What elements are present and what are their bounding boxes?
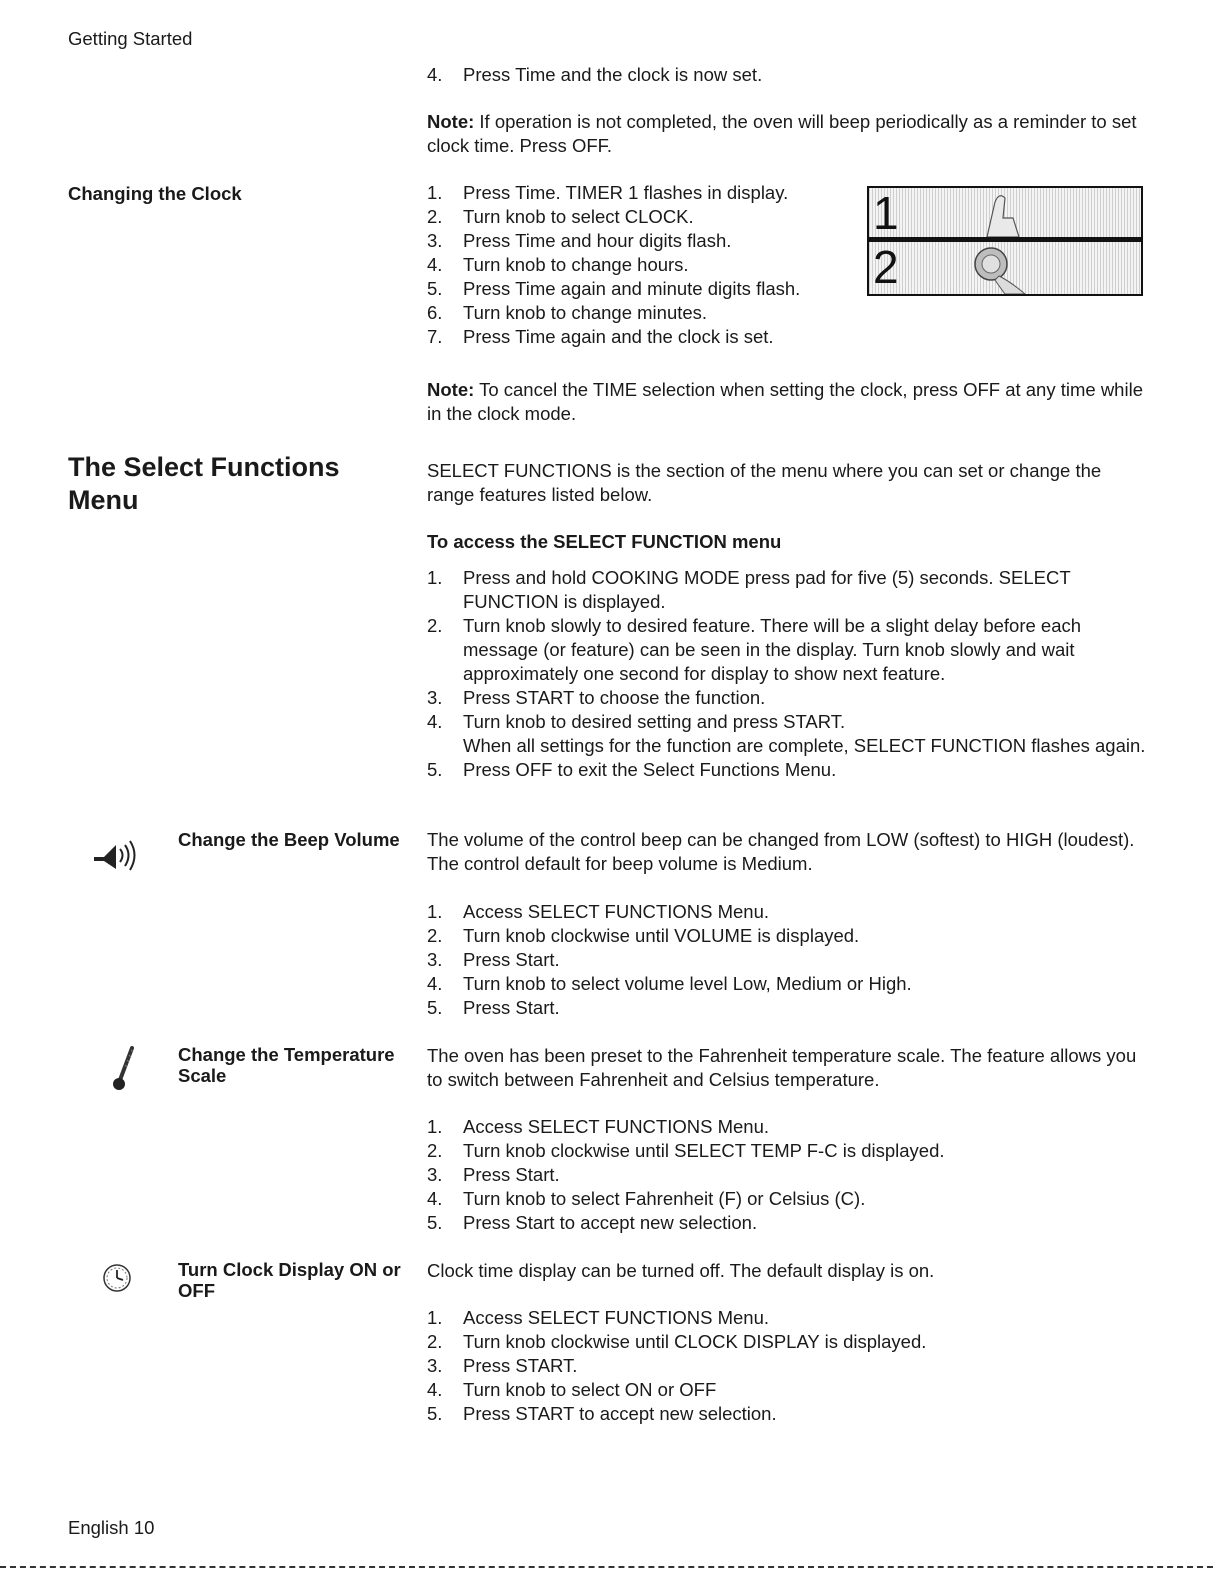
knob-icon — [969, 242, 1039, 294]
step-number: 1. — [427, 1307, 443, 1328]
step-text: Press Start. — [463, 1164, 560, 1185]
clock-note-paragraph — [427, 378, 1147, 426]
step-number: 4. — [427, 973, 443, 994]
step-text: Press Time again and minute digits flash. — [463, 278, 801, 299]
step-text: Turn knob to change minutes. — [463, 302, 708, 323]
step-text: Turn knob to select Fahrenheit (F) or Celsius (C). — [463, 1188, 866, 1209]
step-number: 5. — [427, 759, 443, 780]
step-number: 4. — [427, 1188, 443, 1209]
step-text: Turn knob slowly to desired feature. There will be a slight delay before each message (or feature) can be seen in the display. Turn knob slowly and wait approximately one second for display to show next feature. — [463, 615, 1082, 684]
list-item — [427, 758, 1147, 782]
heading-line-1: Turn Clock Display ON or — [178, 1259, 401, 1280]
clock-display-steps — [427, 1306, 1147, 1426]
step-text: Press START. — [463, 1355, 578, 1376]
running-header: Getting Started — [68, 28, 193, 49]
step-text: Press OFF to exit the Select Functions Menu. — [463, 759, 837, 780]
clock-icon — [101, 1262, 133, 1294]
step-number: 2. — [427, 206, 443, 227]
clock-display-intro: Clock time display can be turned off. The default display is on. — [427, 1260, 935, 1281]
list-item — [427, 1115, 1147, 1139]
list-item — [427, 229, 847, 253]
clock-display-heading — [178, 1259, 401, 1301]
list-item — [427, 1306, 1147, 1330]
list-item — [427, 63, 1147, 87]
temperature-scale-heading — [178, 1044, 395, 1086]
list-item — [427, 1330, 1147, 1354]
list-item — [427, 734, 1147, 758]
step-number: 4. — [427, 254, 443, 275]
step-text: Press Start. — [463, 949, 560, 970]
step-number: 1. — [427, 1116, 443, 1137]
changing-clock-heading: Changing the Clock — [68, 183, 242, 204]
step-number: 5. — [427, 278, 443, 299]
select-functions-heading — [68, 451, 340, 517]
heading-line-1: Change the Temperature — [178, 1044, 395, 1065]
step-number: 1. — [427, 567, 443, 588]
list-item — [427, 325, 847, 349]
note-text: To cancel the TIME selection when setting the clock, press OFF at any time while in the clock mode. — [427, 379, 1143, 424]
step-number: 4. — [427, 711, 443, 732]
figure-label-2: 2 — [873, 241, 899, 293]
step-text: Turn knob clockwise until VOLUME is displayed. — [463, 925, 860, 946]
step-text: Access SELECT FUNCTIONS Menu. — [463, 1307, 770, 1328]
step-number: 6. — [427, 302, 443, 323]
step-text: Access SELECT FUNCTIONS Menu. — [463, 901, 770, 922]
step-text: Press Start. — [463, 997, 560, 1018]
list-item — [427, 253, 847, 277]
list-item — [427, 205, 847, 229]
beep-volume-steps — [427, 900, 1147, 1020]
list-item — [427, 1354, 1147, 1378]
step-text: Turn knob clockwise until SELECT TEMP F-C is displayed. — [463, 1140, 945, 1161]
list-item — [427, 277, 847, 301]
list-item — [427, 1378, 1147, 1402]
list-item — [427, 710, 1147, 734]
list-item — [427, 1163, 1147, 1187]
step-number: 4. — [427, 1379, 443, 1400]
step-text: Press Time again and the clock is set. — [463, 326, 774, 347]
access-menu-heading: To access the SELECT FUNCTION menu — [427, 531, 782, 552]
step-text: Access SELECT FUNCTIONS Menu. — [463, 1116, 770, 1137]
step-text: Press Start to accept new selection. — [463, 1212, 758, 1233]
step-number: 2. — [427, 1331, 443, 1352]
heading-line-2: Menu — [68, 485, 139, 515]
note-label: Note: — [427, 111, 475, 132]
select-functions-intro: SELECT FUNCTIONS is the section of the menu where you can set or change the range features listed below. — [427, 460, 1102, 505]
speaker-icon — [90, 835, 138, 871]
thermometer-icon — [112, 1046, 138, 1092]
step-text: Turn knob to select volume level Low, Medium or High. — [463, 973, 912, 994]
page-footer: English 10 — [68, 1517, 155, 1538]
list-item — [427, 566, 1147, 614]
list-item — [427, 614, 1147, 686]
list-item — [427, 181, 847, 205]
step-number: 3. — [427, 687, 443, 708]
step-text: Turn knob to select CLOCK. — [463, 206, 694, 227]
step-number: 3. — [427, 949, 443, 970]
step-number: 3. — [427, 230, 443, 251]
step-number: 1. — [427, 182, 443, 203]
step-text: When all settings for the function are complete, SELECT FUNCTION flashes again. — [463, 735, 1146, 756]
step-number: 5. — [427, 1403, 443, 1424]
finger-press-icon — [969, 188, 1029, 237]
figure-label-1: 1 — [873, 187, 899, 239]
select-functions-steps — [427, 566, 1147, 782]
beep-volume-intro: The volume of the control beep can be changed from LOW (softest) to HIGH (loudest). The control default for beep volume is Medium. — [427, 829, 1135, 874]
note-paragraph — [427, 110, 1147, 158]
list-item — [427, 900, 1147, 924]
list-item — [427, 1187, 1147, 1211]
step-number: 5. — [427, 1212, 443, 1233]
list-item — [427, 686, 1147, 710]
intro-step-list — [427, 63, 1147, 87]
step-number: 2. — [427, 925, 443, 946]
step-text: Turn knob to desired setting and press START. — [463, 711, 846, 732]
note-label: Note: — [427, 379, 475, 400]
temperature-scale-steps — [427, 1115, 1147, 1235]
step-number: 3. — [427, 1355, 443, 1376]
step-number: 5. — [427, 997, 443, 1018]
clock-figure — [867, 186, 1143, 296]
step-text: Turn knob to select ON or OFF — [463, 1379, 717, 1400]
list-item — [427, 1211, 1147, 1235]
step-number: 3. — [427, 1164, 443, 1185]
step-number: 1. — [427, 901, 443, 922]
changing-clock-steps — [427, 181, 847, 349]
step-text: Press START to accept new selection. — [463, 1403, 777, 1424]
step-text: Press START to choose the function. — [463, 687, 766, 708]
heading-line-2: Scale — [178, 1065, 227, 1086]
figure-panel-1 — [869, 188, 1141, 237]
step-number: 7. — [427, 326, 443, 347]
heading-line-1: The Select Functions — [68, 452, 340, 482]
list-item — [427, 301, 847, 325]
figure-panel-2 — [869, 242, 1141, 294]
list-item — [427, 1139, 1147, 1163]
step-number: 2. — [427, 1140, 443, 1161]
step-text: Press Time. TIMER 1 flashes in display. — [463, 182, 789, 203]
list-item — [427, 996, 1147, 1020]
step-text: Press and hold COOKING MODE press pad for five (5) seconds. SELECT FUNCTION is displayed. — [463, 567, 1071, 612]
step-text: Press Time and the clock is now set. — [463, 64, 763, 85]
bottom-rule — [0, 1566, 1213, 1568]
beep-volume-heading: Change the Beep Volume — [178, 829, 400, 850]
step-number: 4. — [427, 64, 443, 85]
step-text: Turn knob to change hours. — [463, 254, 689, 275]
step-text: Turn knob clockwise until CLOCK DISPLAY is displayed. — [463, 1331, 927, 1352]
step-number: 2. — [427, 615, 443, 636]
list-item — [427, 972, 1147, 996]
list-item — [427, 1402, 1147, 1426]
note-text: If operation is not completed, the oven will beep periodically as a reminder to set clock time. Press OFF. — [427, 111, 1137, 156]
step-text: Press Time and hour digits flash. — [463, 230, 732, 251]
temperature-scale-intro: The oven has been preset to the Fahrenheit temperature scale. The feature allows you to switch between Fahrenheit and Celsius temperature. — [427, 1045, 1137, 1090]
heading-line-2: OFF — [178, 1280, 215, 1301]
list-item — [427, 924, 1147, 948]
list-item — [427, 948, 1147, 972]
